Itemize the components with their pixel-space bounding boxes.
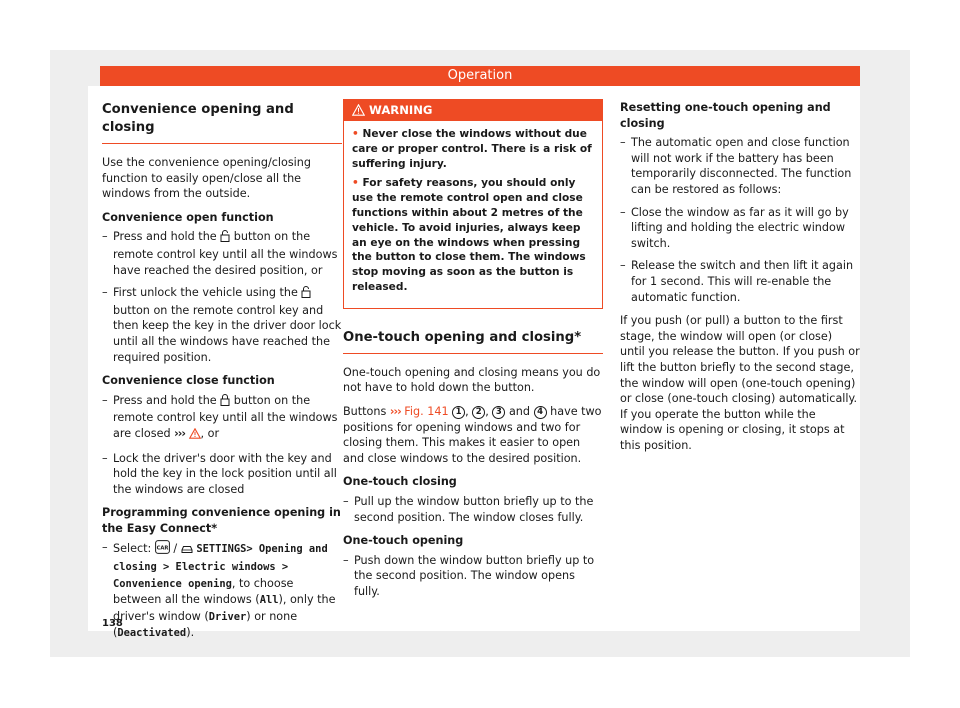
warning-triangle-icon (352, 102, 365, 123)
subhead-open-function: Convenience open function (102, 210, 274, 224)
list-item (102, 540, 342, 642)
callout-number: 1 (452, 406, 465, 419)
column-middle (343, 86, 603, 607)
list-item: – Lock the driver's door with the key and hold the key in the lock position until all the windows are closed (102, 451, 342, 498)
list-text: First unlock the vehicle using the (113, 286, 298, 300)
open-function-list (102, 229, 342, 365)
list-text: / (173, 542, 178, 556)
option-driver: Driver (208, 610, 247, 623)
one-touch-closing-list (343, 494, 603, 525)
stages-paragraph: If you push (or pull) a button to the first stage, the window will open (or close) until you release the button. If you push or lift the button briefly to the second stage, the window will open (one-touch opening) or close (one-touch closing) automatically. If you operate the button while the window is opening or closing, it stops at this position. (620, 314, 860, 452)
cross-reference-arrows: ››› (389, 404, 401, 418)
list-text: Select: (113, 542, 152, 556)
warning-item (352, 127, 594, 171)
unlock-icon (220, 230, 230, 247)
warning-text: For safety reasons, you should only use the remote control open and close functions within about 2 metres of the vehicle. To avoid injuries, always keep an eye on the windows when pressing the button to close them. The windows stop moving as soon as the button is released. (352, 177, 586, 293)
resetting-list (620, 135, 860, 305)
list-item (102, 393, 342, 444)
section-title-convenience: Convenience opening and closing (102, 101, 342, 144)
list-text: button on the remote control key until all the windows are closed (113, 393, 338, 440)
callout-number: 3 (492, 406, 505, 419)
list-text: ) or none ( (113, 609, 298, 640)
one-touch-intro: One-touch opening and closing means you do not have to hold down the button. (343, 365, 601, 395)
warning-text: Never close the windows without due care or proper control. There is a risk of suffering injury. (352, 128, 592, 170)
page-number: 138 (102, 618, 123, 629)
paragraph-text: , (485, 404, 489, 418)
warning-triangle-icon (189, 428, 201, 444)
warning-item (352, 176, 594, 294)
intro-paragraph: Use the convenience opening/closing function to easily open/close all the windows from the outside. (102, 156, 311, 201)
warning-header (344, 100, 602, 121)
column-right (620, 86, 860, 461)
car-button-label: CAR (156, 546, 169, 553)
car-menu-icon (181, 543, 193, 559)
subhead-programming: Programming convenience opening in the Easy Connect* (102, 506, 341, 535)
list-text: ), only the driver's window ( (113, 593, 336, 623)
callout-number: 4 (534, 406, 547, 419)
list-text: , or (200, 426, 220, 440)
paragraph-text: and (508, 404, 531, 418)
list-item: – Pull up the window button briefly up to the second position. The window closes fully. (343, 494, 603, 525)
car-button-icon (155, 540, 170, 559)
list-item: – The automatic open and close function will not work if the battery has been temporarily disconnected. The function can be restored as follows: (620, 135, 860, 197)
list-text: ). (186, 626, 195, 640)
paragraph-text: have two positions for opening windows and two for closing them. This makes it easier to open and close windows to the desired position. (343, 404, 602, 465)
option-deactivated: Deactivated (117, 627, 187, 640)
warning-label: WARNING (369, 103, 433, 117)
warning-bullet: • (352, 177, 359, 190)
list-text: button on the remote control key and then keep the key in the driver door lock until all the windows have reached the required position. (113, 303, 342, 364)
list-item: – Push down the window button briefly up to the second position. The window opens fully. (343, 553, 603, 600)
option-all: All (259, 594, 279, 607)
warning-body (344, 121, 602, 308)
warning-box (343, 99, 603, 309)
list-text: Press and hold the (113, 230, 217, 244)
callout-number: 2 (472, 406, 485, 419)
paragraph-text: Buttons (343, 404, 387, 418)
list-text: Press and hold the (113, 393, 217, 407)
subhead-close-function: Convenience close function (102, 374, 275, 388)
page-sheet (88, 86, 860, 640)
subhead-one-touch-opening: One-touch opening (343, 534, 464, 548)
programming-list (102, 540, 342, 642)
subhead-one-touch-closing: One-touch closing (343, 475, 457, 489)
close-function-list (102, 393, 342, 498)
menu-path: SETTINGS> Opening and closing > Electric windows > Convenience opening (113, 543, 328, 590)
column-left (102, 86, 342, 650)
page-header: Operation (100, 66, 860, 86)
paragraph-text: , (465, 404, 469, 418)
subhead-resetting: Resetting one-touch opening and closing (620, 101, 831, 130)
figure-reference-link[interactable]: Fig. 141 (404, 404, 449, 418)
list-text: , to choose between all the windows ( (113, 576, 294, 607)
list-item: – Close the window as far as it will go by lifting and holding the electric window switch. (620, 205, 860, 252)
cross-reference-arrows: ››› (174, 426, 185, 440)
one-touch-opening-list (343, 553, 603, 600)
warning-bullet: • (352, 128, 359, 140)
lock-icon (220, 394, 230, 411)
buttons-paragraph (343, 404, 603, 466)
list-text: button on the remote control key until all the windows have reached the desired position, or (113, 230, 338, 277)
unlock-icon (301, 286, 311, 303)
section-title-one-touch: One-touch opening and closing* (343, 329, 603, 354)
list-item (102, 285, 342, 365)
list-item (102, 229, 342, 278)
list-item: – Release the switch and then lift it again for 1 second. This will re-enable the automatic function. (620, 258, 860, 305)
